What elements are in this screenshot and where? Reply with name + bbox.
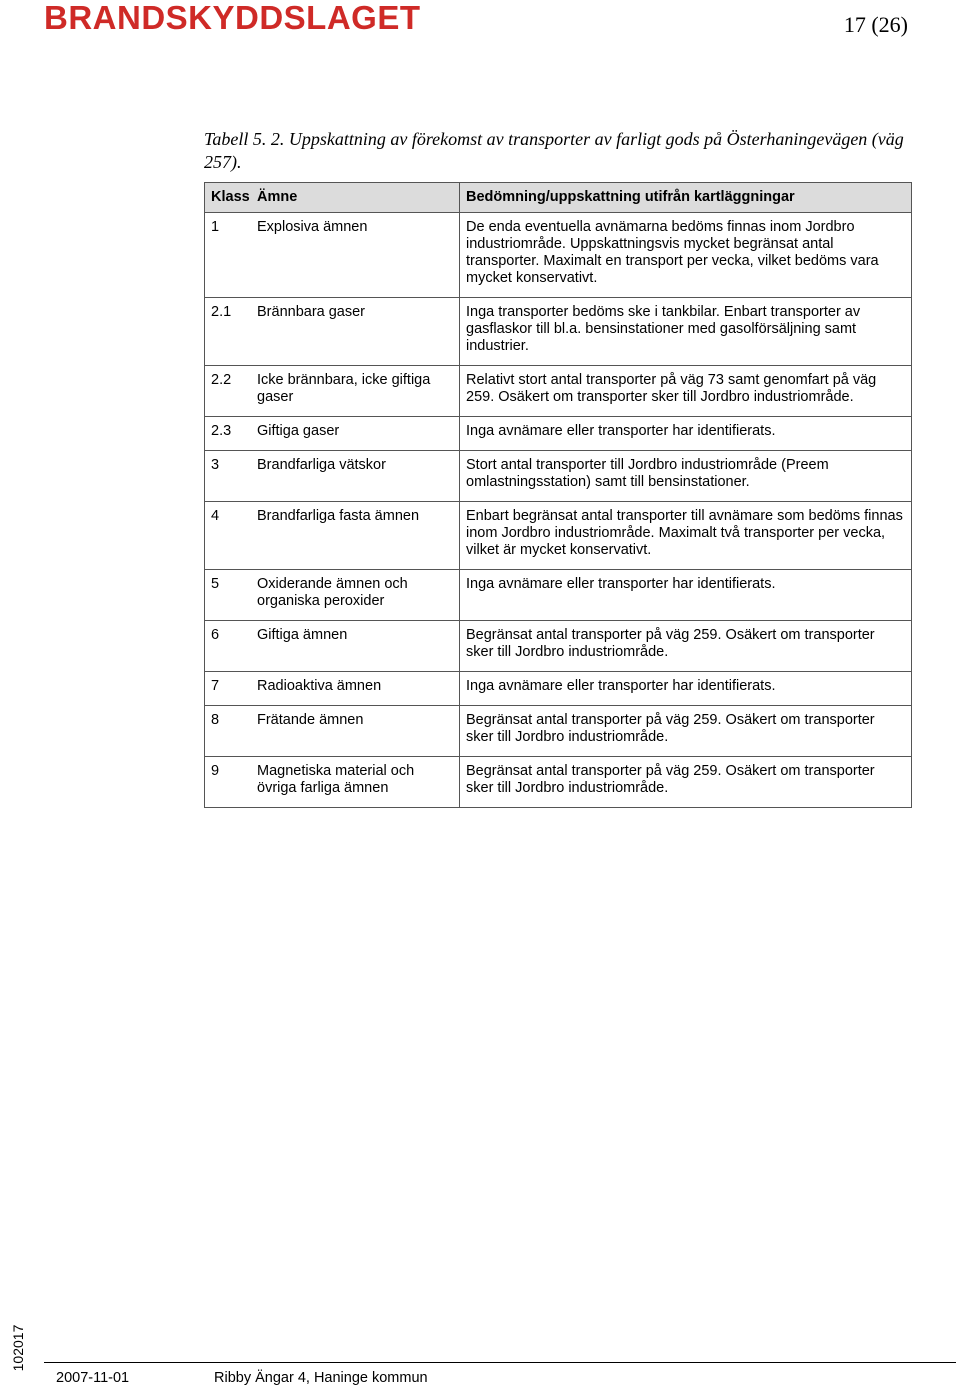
cell-bedomning: Inga transporter bedöms ske i tankbilar. Enbart transporter av gasflaskor till bl.a. bensinstationer med gasolförsäljning samt industrier. <box>460 298 912 366</box>
cell-klass: 8 <box>205 706 252 757</box>
cell-amne: Giftiga gaser <box>251 417 460 451</box>
cell-bedomning: Inga avnämare eller transporter har identifierats. <box>460 570 912 621</box>
cell-amne: Brandfarliga fasta ämnen <box>251 502 460 570</box>
cell-bedomning: Begränsat antal transporter på väg 259. Osäkert om transporter sker till Jordbro industriområde. <box>460 621 912 672</box>
table-row <box>205 451 912 502</box>
cell-amne: Giftiga ämnen <box>251 621 460 672</box>
cell-amne: Icke brännbara, icke giftiga gaser <box>251 366 460 417</box>
column-header-bedomning: Bedömning/uppskattning utifrån kartläggningar <box>460 183 912 213</box>
cell-bedomning: Inga avnämare eller transporter har identifierats. <box>460 672 912 706</box>
cell-amne: Frätande ämnen <box>251 706 460 757</box>
cell-bedomning: Enbart begränsat antal transporter till avnämare som bedöms finnas inom Jordbro industriområde. Maximalt två transporter per vecka, vilket är mycket konservativt. <box>460 502 912 570</box>
cell-bedomning: Begränsat antal transporter på väg 259. Osäkert om transporter sker till Jordbro industriområde. <box>460 706 912 757</box>
cell-amne: Brännbara gaser <box>251 298 460 366</box>
cell-amne: Oxiderande ämnen och organiska peroxider <box>251 570 460 621</box>
table-row <box>205 570 912 621</box>
table-row <box>205 298 912 366</box>
document-code: 102017 <box>10 1324 26 1372</box>
cell-bedomning: De enda eventuella avnämarna bedöms finnas inom Jordbro industriområde. Uppskattningsvis mycket begränsat antal transporter. Maximalt en transport per vecka, vilket bedöms vara mycket konservativt. <box>460 213 912 298</box>
cell-bedomning: Stort antal transporter till Jordbro industriområde (Preem omlastningsstation) samt till bensinstationer. <box>460 451 912 502</box>
cell-amne: Magnetiska material och övriga farliga ämnen <box>251 757 460 808</box>
column-header-amne: Ämne <box>251 183 460 213</box>
cell-bedomning: Inga avnämare eller transporter har identifierats. <box>460 417 912 451</box>
page-number: 17 (26) <box>843 12 908 37</box>
footer-place: Ribby Ängar 4, Haninge kommun <box>214 1370 428 1386</box>
table-row <box>205 417 912 451</box>
column-header-klass: Klass <box>205 183 252 213</box>
table-caption: Tabell 5. 2. Uppskattning av förekomst av transporter av farligt gods på Österhaningevägen (väg 257). <box>204 129 904 172</box>
dangerous-goods-table <box>204 182 912 808</box>
table-row <box>205 366 912 417</box>
cell-klass: 5 <box>205 570 252 621</box>
cell-klass: 1 <box>205 213 252 298</box>
table-header-row <box>205 183 912 213</box>
company-logo: BRANDSKYDDSLAGET <box>44 0 421 36</box>
table-row <box>205 672 912 706</box>
cell-klass: 3 <box>205 451 252 502</box>
cell-klass: 9 <box>205 757 252 808</box>
table-row <box>205 621 912 672</box>
cell-bedomning: Begränsat antal transporter på väg 259. Osäkert om transporter sker till Jordbro industriområde. <box>460 757 912 808</box>
cell-klass: 2.3 <box>205 417 252 451</box>
cell-amne: Explosiva ämnen <box>251 213 460 298</box>
table-row <box>205 706 912 757</box>
cell-klass: 2.2 <box>205 366 252 417</box>
footer-divider <box>44 1362 956 1363</box>
cell-klass: 6 <box>205 621 252 672</box>
cell-klass: 7 <box>205 672 252 706</box>
cell-klass: 4 <box>205 502 252 570</box>
cell-amne: Brandfarliga vätskor <box>251 451 460 502</box>
cell-bedomning: Relativt stort antal transporter på väg 73 samt genomfart på väg 259. Osäkert om transporter sker till Jordbro industriområde. <box>460 366 912 417</box>
table-row <box>205 213 912 298</box>
cell-klass: 2.1 <box>205 298 252 366</box>
table-row <box>205 757 912 808</box>
footer-date: 2007-11-01 <box>56 1370 130 1386</box>
table-row <box>205 502 912 570</box>
cell-amne: Radioaktiva ämnen <box>251 672 460 706</box>
